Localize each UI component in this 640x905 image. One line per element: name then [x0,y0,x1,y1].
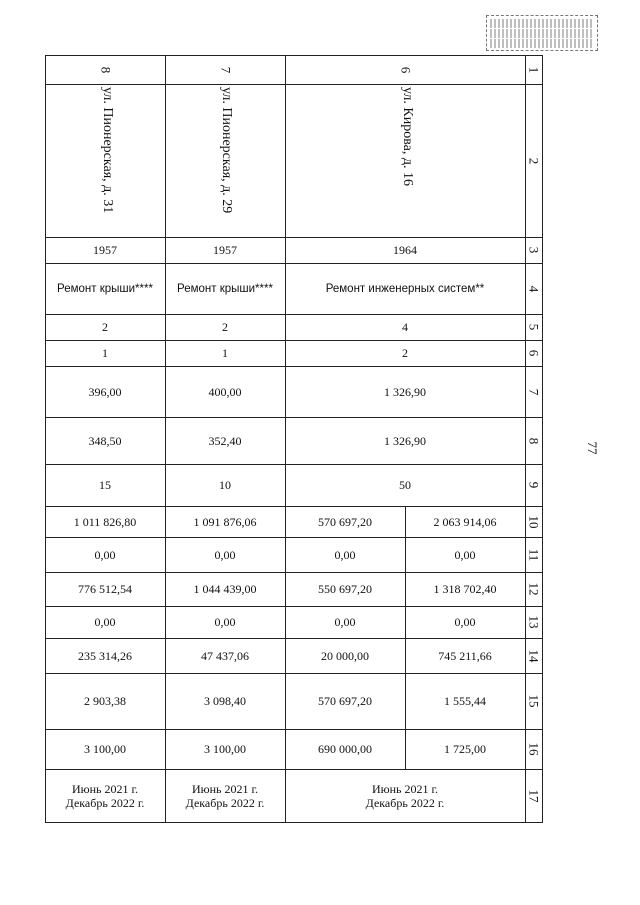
column-number-8: 8 [98,66,113,73]
r13-col-6b: 0,00 [454,615,476,629]
period-end: Декабрь 2022 г. [365,795,445,810]
r15-col-8: 2 903,38 [84,694,126,708]
r11-col-8: 0,00 [94,547,116,562]
row-number-3: 3 [526,246,542,254]
column-number-7: 7 [218,66,233,73]
row-number-9: 9 [526,481,542,489]
row-number-14: 14 [526,649,542,662]
address-col-8: ул. Пионерская, д. 31 [100,87,115,214]
row-number-15: 15 [526,694,542,708]
r6-col-6: 2 [402,346,408,360]
r8-col-7: 352,40 [208,433,242,448]
r6-col-8: 1 [102,346,108,360]
row-number-2: 2 [526,157,542,164]
period-end: Декабрь 2022 г. [185,795,265,810]
r5-col-7: 2 [222,320,228,334]
row-number-7: 7 [526,388,542,395]
year-col-6: 1964 [393,243,417,257]
r11-col-6a: 0,00 [334,547,356,562]
r7-col-7: 400,00 [208,384,242,399]
row-number-5: 5 [526,323,542,331]
page-number: 77 [585,441,600,455]
period-end: Декабрь 2022 г. [65,795,145,810]
r13-col-8: 0,00 [94,615,116,629]
r7-col-8: 396,00 [88,384,122,399]
r8-col-8: 348,50 [88,433,122,448]
r11-col-6b: 0,00 [454,547,476,562]
r10-col-6a: 570 697,20 [318,514,372,529]
r10-col-8: 1 011 826,80 [73,514,137,529]
r16-col-8: 3 100,00 [84,742,126,756]
r8-col-6: 1 326,90 [384,433,426,448]
r9-col-6: 50 [399,478,411,492]
r12-col-8: 776 512,54 [78,582,132,596]
row-number-1: 1 [526,66,542,73]
r10-col-7: 1 091 876,06 [193,514,257,529]
address-col-6: ул. Кирова, д. 16 [400,87,415,186]
approval-stamp [486,15,598,51]
work-type-col-7: Ремонт крыши**** [177,282,273,295]
r5-col-8: 2 [102,320,108,334]
r14-col-6a: 20 000,00 [321,648,369,663]
r15-col-6a: 570 697,20 [318,694,372,708]
r7-col-6: 1 326,90 [384,384,426,399]
r14-col-8: 235 314,26 [78,648,132,663]
r13-col-6a: 0,00 [334,615,356,629]
r5-col-6: 4 [402,320,408,334]
period-start: Июнь 2021 г. [71,781,139,796]
period-col-7 [165,769,285,822]
r14-col-7: 47 437,06 [201,648,249,663]
row-number-17: 17 [526,789,542,802]
r10-col-6b: 2 063 914,06 [433,514,497,529]
work-type-col-8: Ремонт крыши**** [57,282,153,295]
work-type-col-6: Ремонт инженерных систем** [325,282,485,295]
data-table [45,55,543,823]
r9-col-8: 15 [99,478,111,492]
r16-col-7: 3 100,00 [204,742,246,756]
row-number-13: 13 [526,615,542,629]
r14-col-6b: 745 211,66 [438,648,492,663]
row-number-6: 6 [526,349,542,357]
r6-col-7: 1 [222,346,228,360]
r15-col-7: 3 098,40 [204,694,246,708]
period-col-8 [45,769,165,822]
year-col-7: 1957 [213,243,237,257]
year-col-8: 1957 [93,243,117,257]
row-number-11: 11 [526,548,542,561]
r16-col-6a: 690 000,00 [318,742,372,756]
r12-col-6a: 550 697,20 [318,582,372,596]
row-number-4: 4 [526,285,542,292]
r9-col-7: 10 [219,478,231,492]
row-number-16: 16 [526,742,542,756]
row-number-8: 8 [526,437,542,444]
r13-col-7: 0,00 [214,615,236,629]
row-number-12: 12 [526,582,542,596]
period-col-6 [285,769,525,822]
period-start: Июнь 2021 г. [371,781,439,796]
r11-col-7: 0,00 [214,547,236,562]
r12-col-6b: 1 318 702,40 [433,582,497,596]
address-col-7: ул. Пионерская, д. 29 [219,87,234,214]
row-number-10: 10 [526,515,542,528]
period-start: Июнь 2021 г. [191,781,259,796]
r16-col-6b: 1 725,00 [444,742,486,756]
r15-col-6b: 1 555,44 [444,694,486,708]
column-number-6: 6 [398,66,413,73]
r12-col-7: 1 044 439,00 [193,582,257,596]
